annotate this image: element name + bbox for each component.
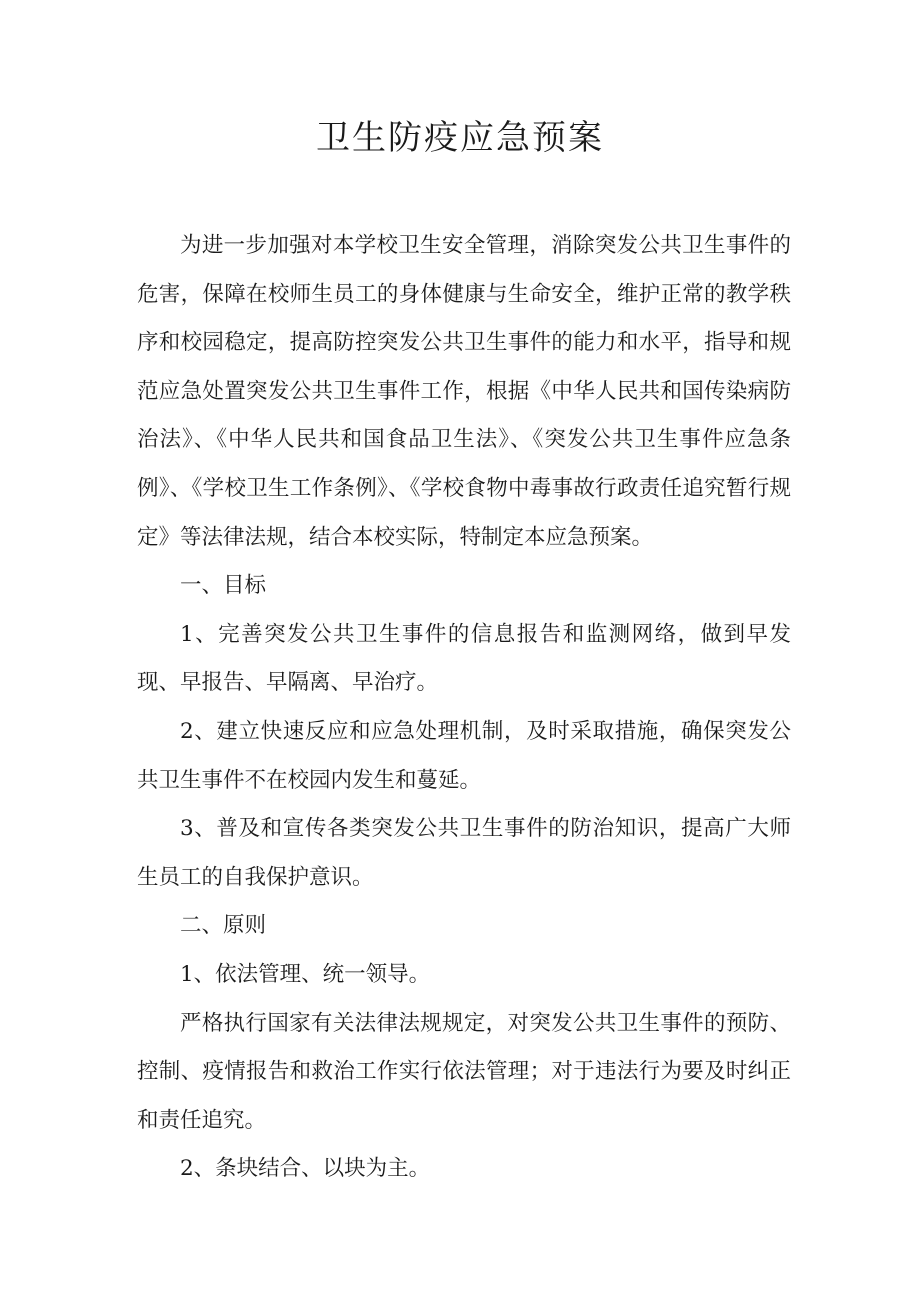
section-heading-goals: 一、目标 bbox=[180, 573, 267, 599]
principle-item-2: 2、条块结合、以块为主。 bbox=[180, 1156, 431, 1182]
principle-1-description: 严格执行国家有关法律法规规定，对突发公共卫生事件的预防、控制、疫情报告和救治工作实行依法管理；对于违法行为要及时纠正和责任追究。 bbox=[137, 1010, 791, 1133]
principle-item-1: 1、依法管理、统一领导。 bbox=[180, 961, 431, 987]
document-body bbox=[137, 222, 791, 1194]
document-title: 卫生防疫应急预案 bbox=[316, 118, 604, 158]
goal-item-1: 1、完善突发公共卫生事件的信息报告和监测网络，做到早发现、早报告、早隔离、早治疗。 bbox=[137, 621, 791, 696]
goal-item-3: 3、普及和宣传各类突发公共卫生事件的防治知识，提高广大师生员工的自我保护意识。 bbox=[137, 816, 791, 890]
intro-paragraph: 为进一步加强对本学校卫生安全管理，消除突发公共卫生事件的危害，保障在校师生员工的身体健康与生命安全，维护正常的教学秩序和校园稳定，提高防控突发公共卫生事件的能力和水平，指导和规范应急处置突发公共卫生事件工作，根据《中华人民共和国传染病防治法》、《中华人民共和国食品卫生法》、《突发公共卫生事件应急条例》、《学校卫生工作条例》、《学校食物中毒事故行政责任追究暂行规定》等法律法规，结合本校实际，特制定本应急预案。 bbox=[137, 233, 791, 550]
goal-item-2: 2、建立快速反应和应急处理机制，及时采取措施，确保突发公共卫生事件不在校园内发生和蔓延。 bbox=[137, 718, 791, 793]
section-heading-principles: 二、原则 bbox=[180, 913, 267, 939]
